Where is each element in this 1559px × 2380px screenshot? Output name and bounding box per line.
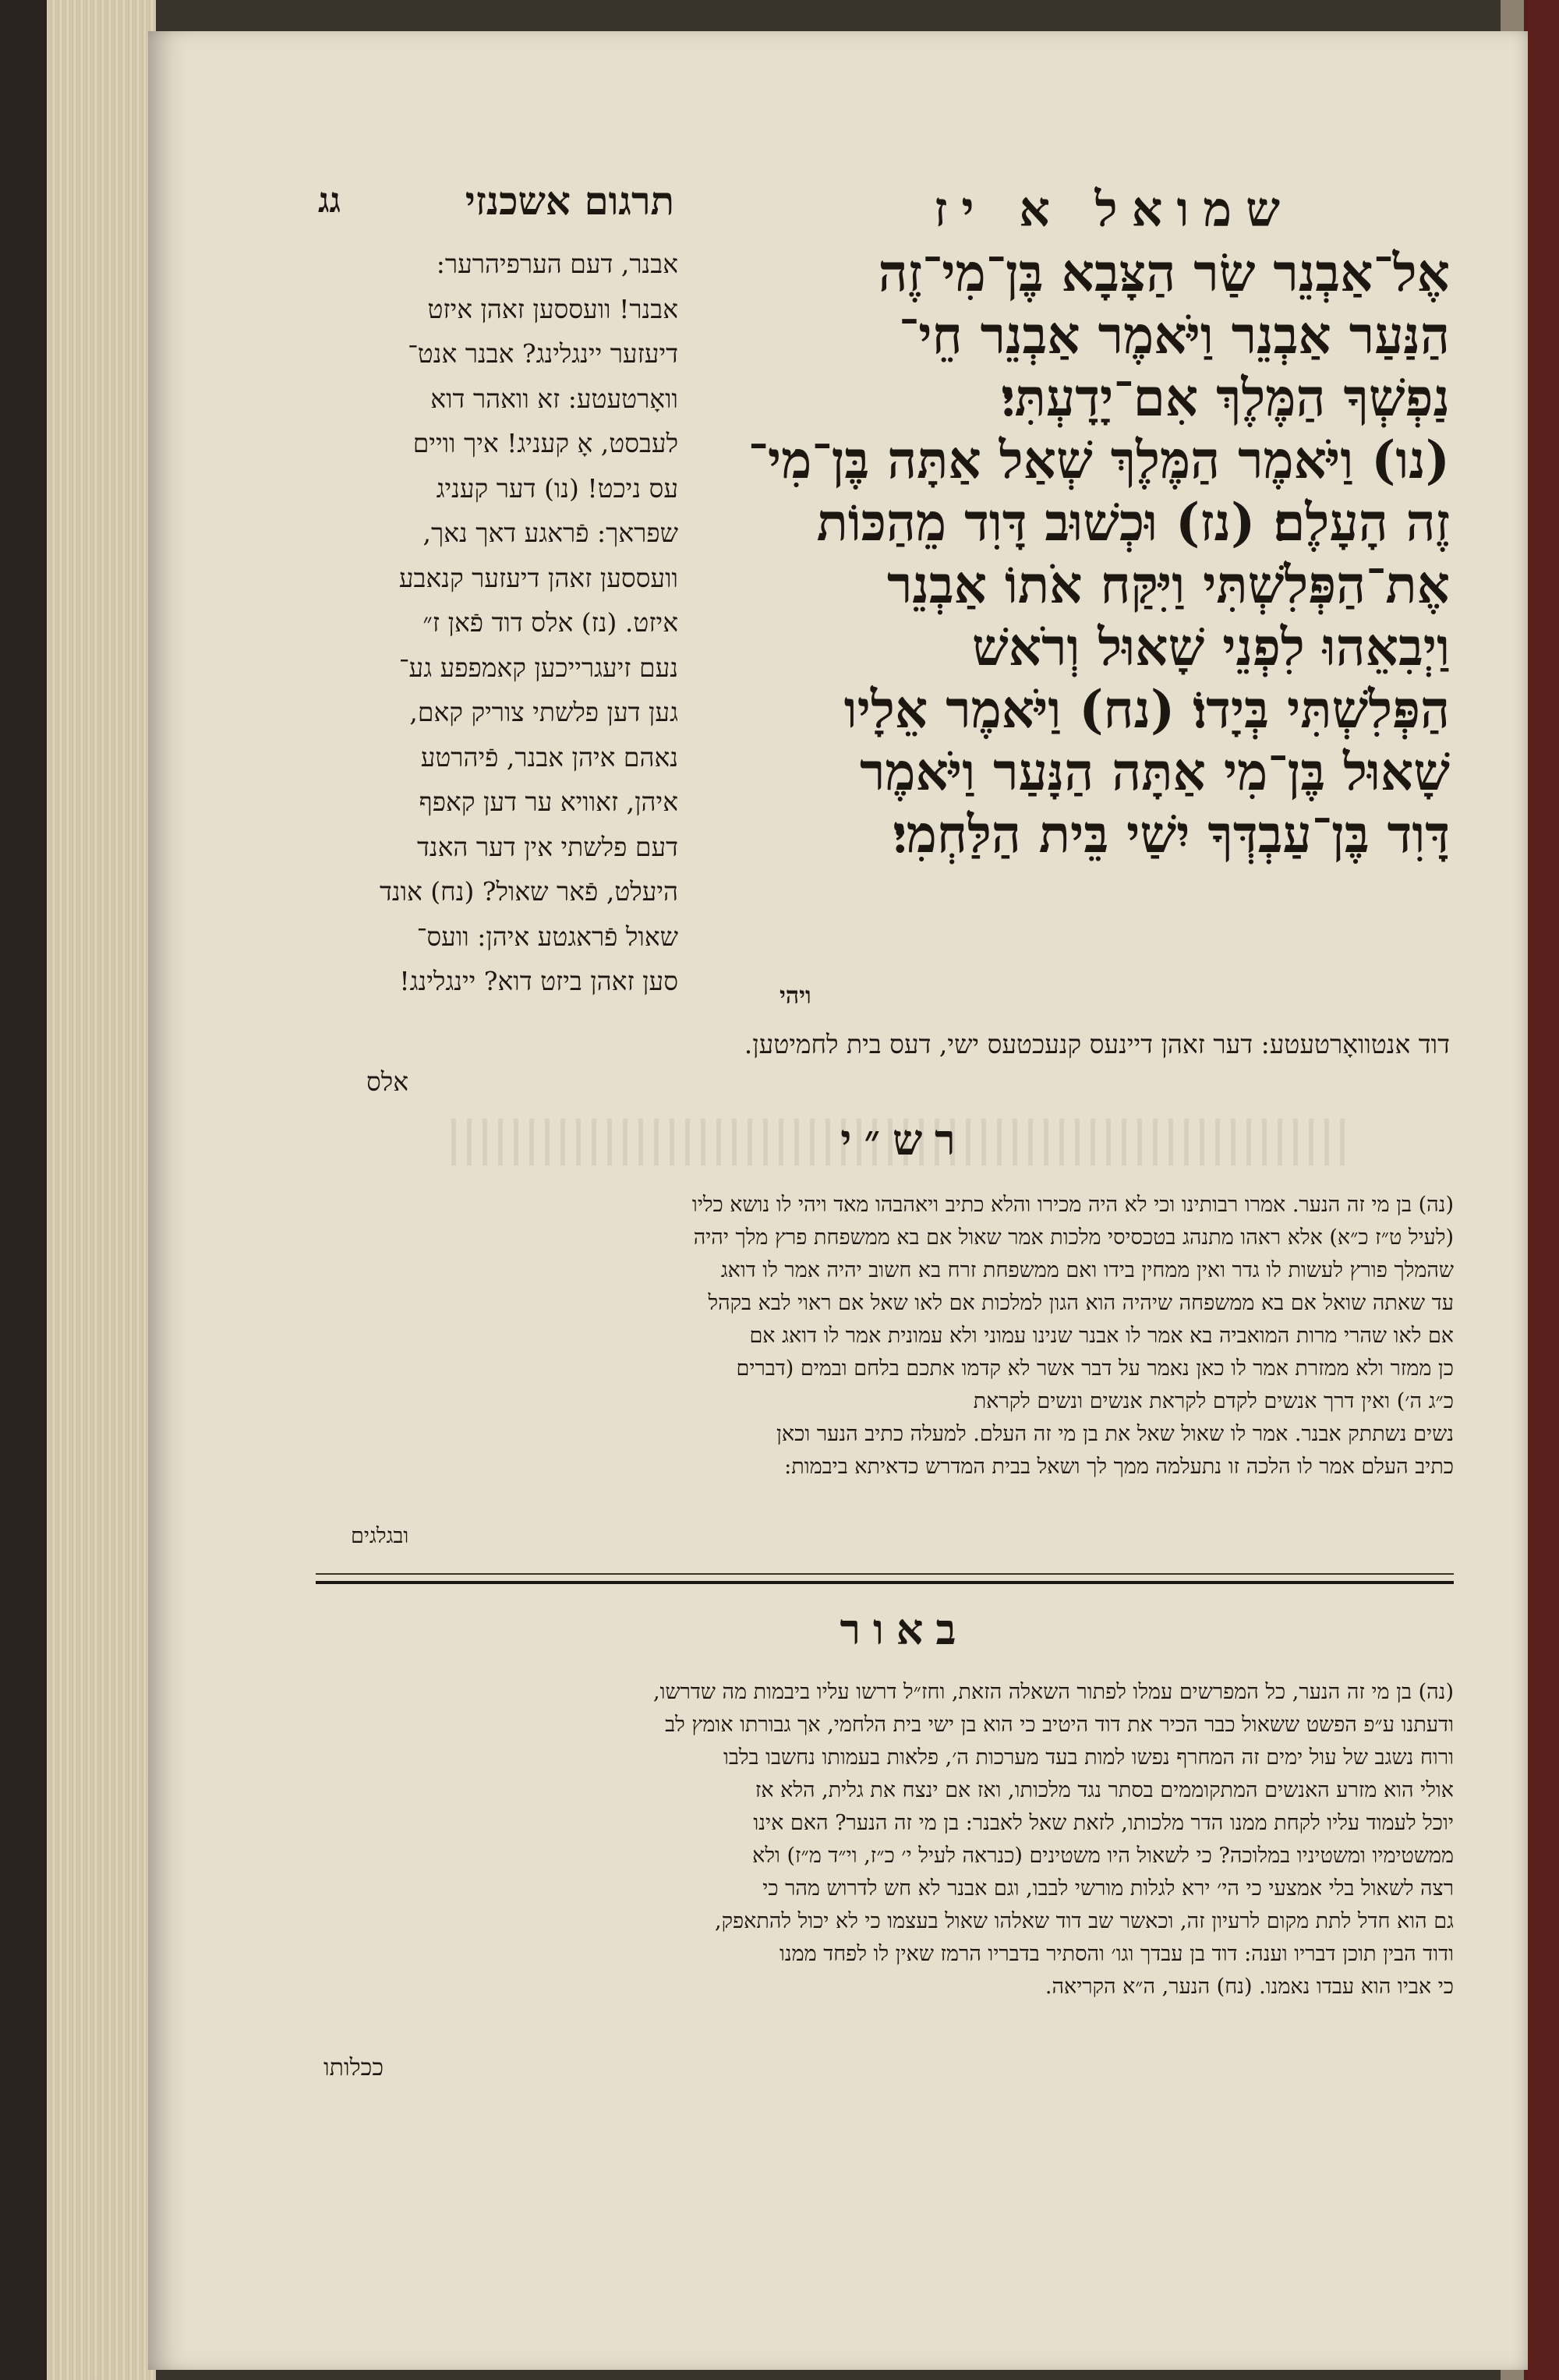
- targum-line: איזט. (נז) אלס דוד פֿאן ז״: [422, 607, 678, 638]
- main-text-line: הַפְּלִשְׁתִּי בְּיָדוֹ׃ (נח) וַיֹּאמֶר אֵלָיו: [843, 679, 1450, 740]
- biur-line: ורוח נשגב של עול ימים זה המחרף נפשו למות בעד מערכות ה׳, פלאות בעמותו נחשבו בלבו: [723, 1745, 1454, 1770]
- main-catchword: ויהי: [780, 982, 811, 1010]
- main-text-line: הַנַּעַר אַבְנֵר וַיֹּאמֶר אַבְנֵר חֵי־: [899, 305, 1450, 366]
- targum-line: נעם זיעגרייכען קאמפפע גע־: [398, 652, 678, 683]
- rashi-line: כ״ג ה׳) ואין דרך אנשים לקדם לקראת אנשים ונשים לקראת: [973, 1389, 1454, 1413]
- rashi-title: רש״י: [840, 1115, 968, 1165]
- biur-line: גם הוא חדל לתת מקום לרעיון זה, וכאשר שב דוד שאלהו שאול בעצמו כי לא יכול להתאפק,: [715, 1909, 1454, 1933]
- rashi-line: נשים נשתתק אבנר. אמר לו שאול שאל את בן מי זה העלם. למעלה כתיב הנער וכאן: [776, 1422, 1454, 1446]
- rashi-line: (לעיל ט״ז כ״א) אלא ראהו מתנהג בטכסיסי מלכות אמר שאול אם בא ממשפחת פרץ מלך יהיה: [693, 1225, 1454, 1250]
- targum-line: דעם פלשתי אין דער האנד: [417, 831, 678, 862]
- rashi-catchword: ובגלגים: [351, 1524, 409, 1548]
- biur-line: ודעתנו ע״פ הפשט ששאול כבר הכיר את דוד היטיב כי הוא בן ישי בית הלחמי, אך גבורתו אומץ לב: [665, 1713, 1454, 1737]
- main-text-header: שמואל א יז: [934, 181, 1294, 238]
- targum-line: אבנר, דעם הערפיהרער:: [436, 249, 678, 279]
- targum-line: היעלט, פֿאר שאול? (נח) אונד: [379, 876, 678, 907]
- targum-header: תרגום אשכנזי: [465, 178, 674, 224]
- main-text-line: אֶת־הַפְּלִשְׁתִּי וַיִּקַּח אֹתוֹ אַבְנֵר: [886, 554, 1450, 615]
- biur-line: (נה) בן מי זה הנער, כל המפרשים עמלו לפתור השאלה הזאת, וחז״ל דרשו עליו ביבמות מה שדרשו,: [652, 1680, 1454, 1704]
- main-text-line: דָּוִד בֶּן־עַבְדְּךָ יִשַׁי בֵּית הַלַּחְמִי׃: [893, 804, 1450, 865]
- biur-line: ממשטימיו ומשטיניו במלוכה? כי לשאול היו משטינים (כנראה לעיל י׳ כ״ז, וי״ד מ״ז) ולא: [752, 1844, 1454, 1868]
- targum-line: אבנר! וועססען זאהן איזט: [427, 293, 678, 324]
- rashi-line: עד שאתה שואל אם בא ממשפחה שיהיה הוא הגון למלכות אם לאו שאל אם ראוי לבא בקהל: [708, 1291, 1454, 1315]
- main-text-column: [733, 242, 1450, 865]
- targum-line: וואָרטעטע: זא וואהר דוא: [430, 383, 678, 414]
- targum-line: וועססען זאהן דיעזער קנאבע: [398, 562, 678, 593]
- main-text-line: זֶה הָעָלֶם׃ (נז) וּכְשׁוּב דָּוִד מֵהַכּוֹת: [816, 492, 1450, 553]
- rashi-line: (נה) בן מי זה הנער. אמרו רבותינו וכי לא היה מכירו והלא כתיב ויאהבהו מאד ויהי לו נושא כליו: [691, 1193, 1454, 1217]
- rashi-line: שהמלך פורץ לעשות לו גדר ואין ממחין בידו ואם ממשפחת זרח בא חשוב יהיה אמר לו דואג: [720, 1258, 1454, 1282]
- main-text-line: אֶל־אַבְנֵר שַׂר הַצָּבָא בֶּן־מִי־זֶה: [878, 242, 1450, 303]
- targum-line: לעבסט, אָ קעניג! איך וויים: [412, 428, 678, 458]
- targum-line: עס ניכט! (נו) דער קעניג: [436, 472, 678, 504]
- book-cover-edge: [0, 0, 47, 2380]
- targum-last-line: דוד אנטוואָרטעטע: דער זאהן דיינעס קנעכטעס ישי, דעס בית לחמיטען.: [744, 1029, 1450, 1059]
- targum-catchword: אלס: [366, 1066, 409, 1097]
- targum-line: דיעזער יינגלינג? אבנר אנט־: [408, 338, 678, 369]
- targum-line: סען זאהן ביזט דוא? יינגלינג!: [399, 966, 678, 996]
- rashi-line: כתיב העלם אמר לו הלכה זו נתעלמה ממך לך ושאל בבית המדרש כדאיתא ביבמות:: [784, 1455, 1454, 1479]
- targum-line: גען דען פלשתי צוריק קאם,: [409, 697, 678, 727]
- targum-page-number: גג: [318, 181, 341, 221]
- rashi-commentary: [316, 1189, 1454, 1484]
- biur-line: כי אביו הוא עבדו נאמנו. (נח) הנער, ה״א הקריאה.: [1045, 1975, 1454, 1999]
- biur-line: יוכל לעמוד עליו לקחת ממנו הדר מלכותו, לזאת שאל לאבנר: בן מי זה הנער? האם אינו: [753, 1811, 1454, 1835]
- targum-line: שפראך: פֿראגע דאך נאך,: [422, 518, 678, 548]
- rashi-line: כן ממזר ולא ממזרת אמר לו כאן נאמר על דבר אשר לא קדמו אתכם בלחם ובמים (דברים: [736, 1356, 1454, 1381]
- main-text-line: (נו) וַיֹּאמֶר הַמֶּלֶךְ שְׁאַל אַתָּה בֶּן־מִי־: [748, 430, 1450, 490]
- rashi-line: אם לאו שהרי מרות המואביה בא אמר לו אבנר שנינו עמוני ולא עמונית אמר לו דואג אם: [749, 1324, 1454, 1348]
- biur-line: רצה לשאול בלי אמצעי כי הי׳ ירא לגלות מורשי לבבו, וגם אבנר לא חש לדרוש מהר כי: [762, 1876, 1454, 1901]
- biur-line: ודוד הבין תוכן דבריו וענה: דוד בן עבדך וגו׳ והסתיר בדבריו הרמז שאין לו לפחד ממנו: [779, 1942, 1454, 1966]
- biur-catchword: ככלותו: [323, 2054, 384, 2081]
- book-spine: [1524, 0, 1559, 2380]
- main-text-line: נַפְשְׁךָ הַמֶּלֶךְ אִם־יָדָעְתִּי׃: [1001, 367, 1450, 428]
- targum-line: שאול פֿראגטע איהן: וועס־: [416, 921, 678, 952]
- targum-line: איהן, זאוויא ער דען קאפף: [419, 787, 678, 817]
- main-text-line: שָׁאוּל בֶּן־מִי אַתָּה הַנָּעַר וַיֹּאמֶר: [859, 741, 1450, 802]
- section-divider-thin: [316, 1573, 1454, 1575]
- section-divider: [316, 1581, 1454, 1584]
- biur-commentary: [316, 1676, 1454, 2003]
- targum-line: נאהם איהן אבנר, פֿיהרטע: [420, 741, 678, 773]
- targum-column: [316, 242, 678, 1004]
- main-text-line: וַיְבִאֵהוּ לִפְנֵי שָׁאוּל וְרֹאשׁ: [972, 617, 1450, 677]
- biur-title: באור: [840, 1604, 969, 1654]
- biur-line: אולי הוא מזרע האנשים המתקוממים בסתר נגד מלכותו, ואז אם ינצח את גלית, הלא אז: [755, 1778, 1454, 1802]
